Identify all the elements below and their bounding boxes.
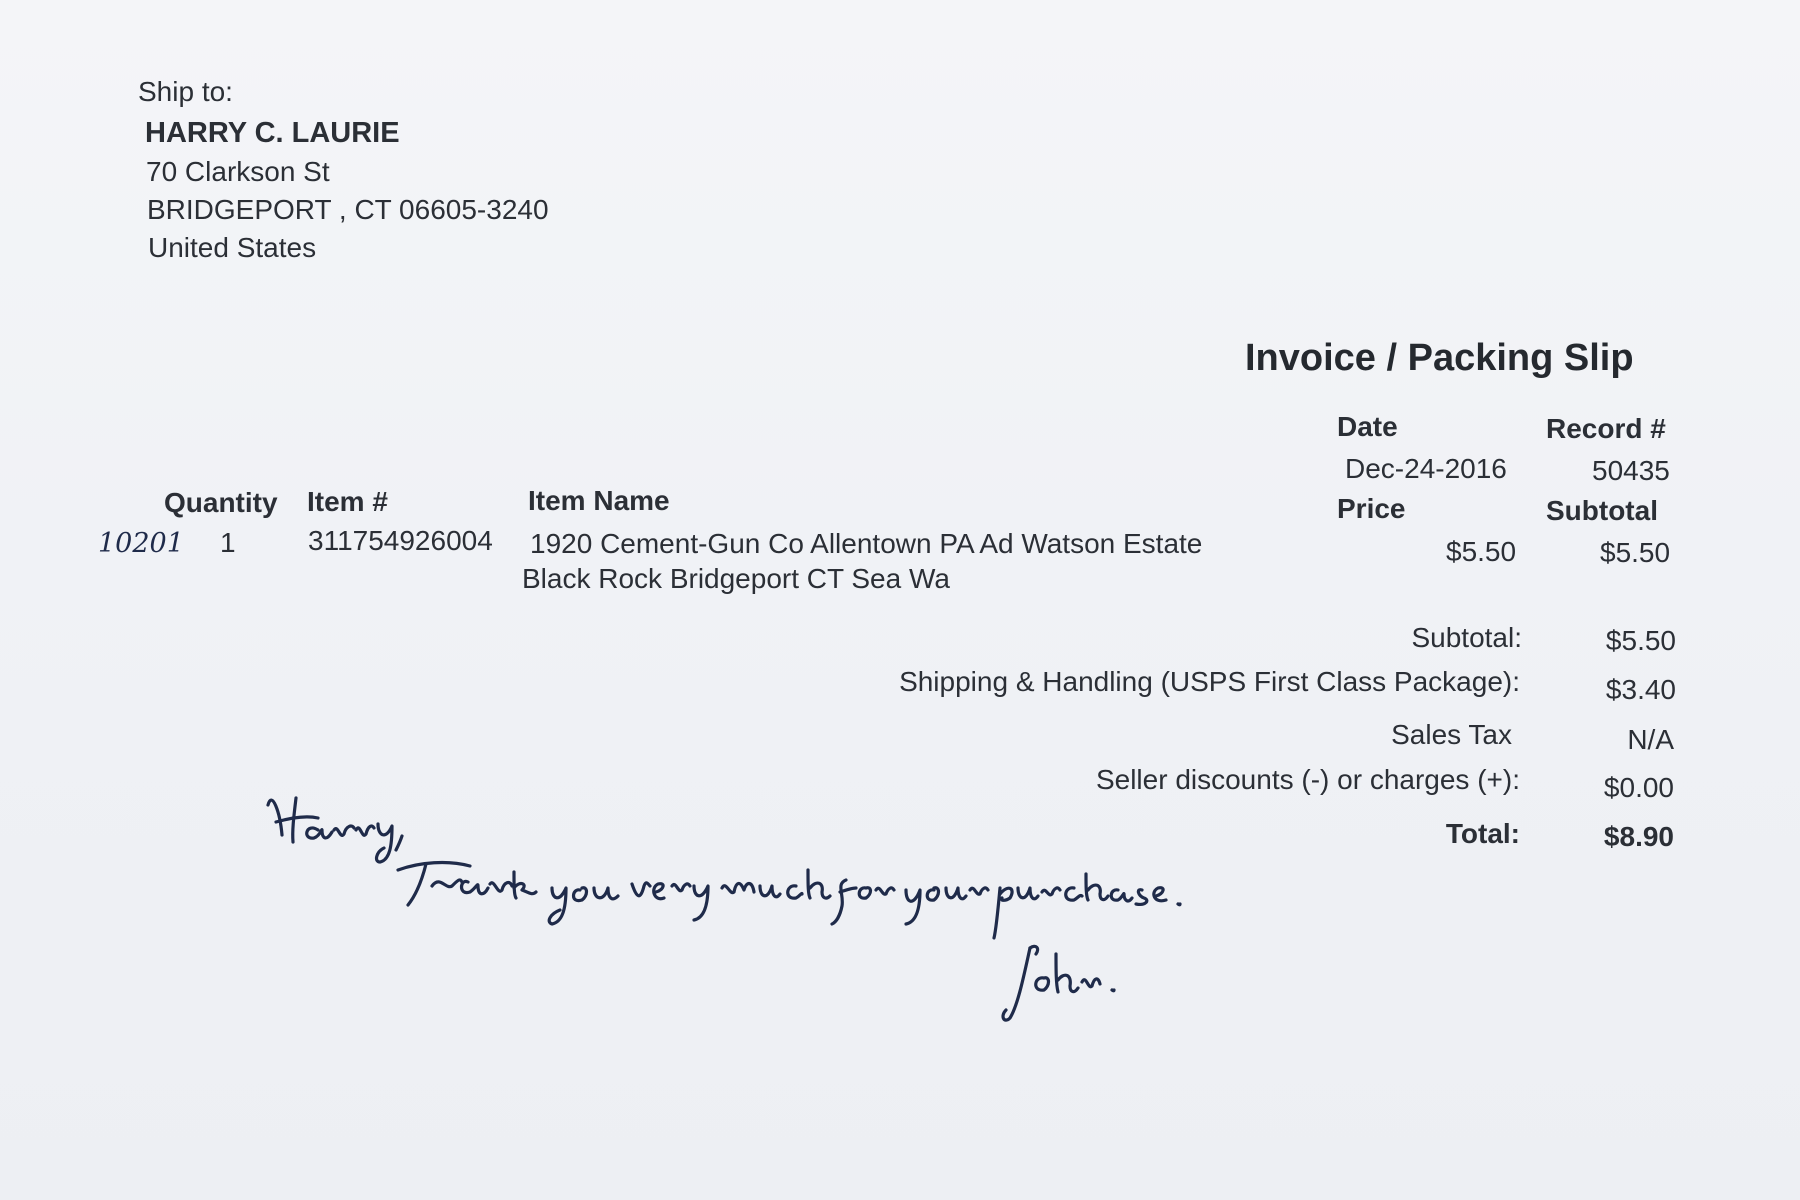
recipient-city-line: BRIDGEPORT , CT 06605-3240 [147, 194, 549, 225]
handwritten-greeting [268, 798, 402, 862]
record-value: 50435 [1592, 455, 1670, 486]
ship-to-label: Ship to: [138, 76, 233, 107]
row-price: $5.50 [1446, 536, 1517, 567]
total-value: $8.90 [1603, 821, 1674, 852]
recipient-name: HARRY C. LAURIE [145, 117, 400, 149]
date-value: Dec-24-2016 [1345, 453, 1507, 484]
row-subtotal: $5.50 [1600, 537, 1671, 568]
document-title: Invoice / Packing Slip [1245, 337, 1634, 379]
item-name-header: Item Name [528, 485, 670, 516]
subtotal-header: Subtotal [1546, 495, 1658, 526]
totals-subtotal-value: $5.50 [1605, 625, 1676, 656]
sales-tax-label: Sales Tax [1391, 719, 1512, 750]
shipping-value: $3.40 [1605, 674, 1676, 705]
shipping-label: Shipping & Handling (USPS First Class Package): [899, 666, 1520, 697]
sales-tax-value: N/A [1627, 724, 1674, 755]
total-label: Total: [1445, 818, 1520, 849]
row-quantity: 1 [220, 527, 236, 558]
record-header: Record # [1546, 413, 1666, 444]
date-header: Date [1337, 411, 1398, 442]
discounts-value: $0.00 [1603, 772, 1674, 803]
price-header: Price [1337, 493, 1406, 524]
item-number-header: Item # [307, 486, 388, 517]
handwritten-thanks [398, 863, 1180, 938]
recipient-street: 70 Clarkson St [146, 156, 330, 187]
row-item-number: 311754926004 [308, 525, 493, 556]
row-item-name-line2: Black Rock Bridgeport CT Sea Wa [522, 563, 950, 594]
discounts-label: Seller discounts (-) or charges (+): [1095, 764, 1520, 795]
totals-subtotal-label: Subtotal: [1411, 622, 1522, 653]
quantity-header: Quantity [164, 487, 278, 518]
recipient-country: United States [148, 232, 317, 263]
row-item-name-line1: 1920 Cement-Gun Co Allentown PA Ad Watson Estate [530, 528, 1203, 559]
handwritten-item-note: 10201 [98, 528, 184, 559]
handwritten-signature [1003, 946, 1114, 1020]
